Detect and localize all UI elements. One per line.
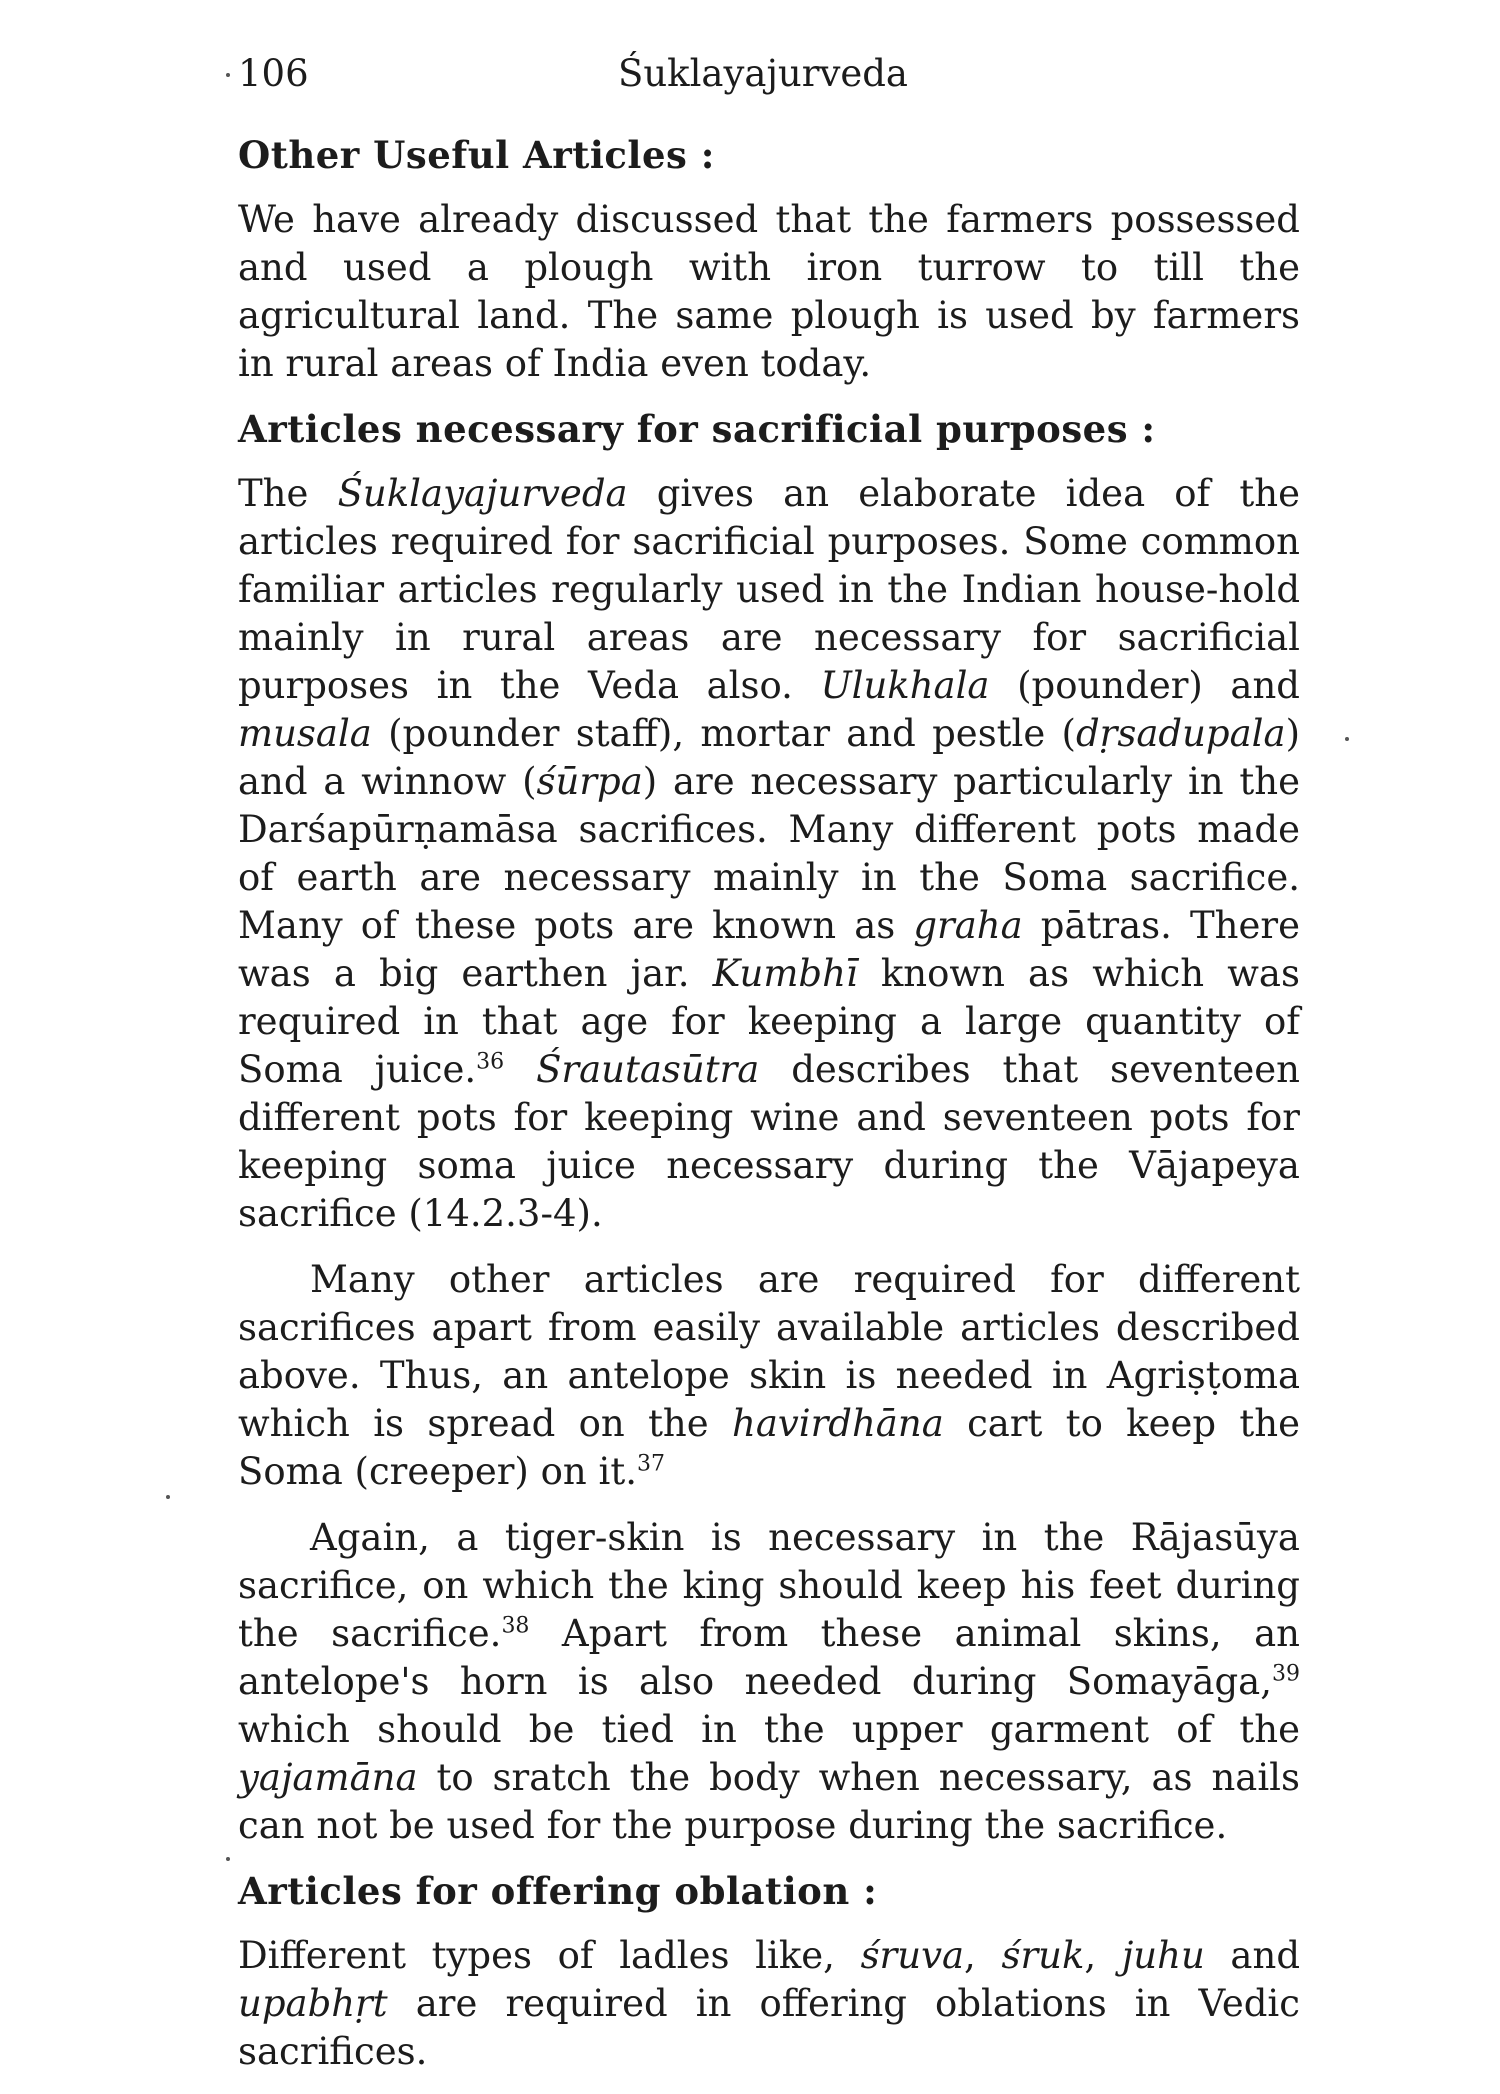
text-run: are required in offering oblations in Vedic sacrifices. [238, 1982, 1300, 2073]
text-run: Apart from these animal skins, an antelope's horn is also needed during Somayāga, [238, 1612, 1300, 1703]
text-run: Many other articles are required for different sacrifices apart from easily available articles described above. Thus, an antelope skin is needed in Agriṣṭoma which is spread on the [238, 1258, 1300, 1445]
footnote-ref-36: 36 [476, 1049, 505, 1075]
italic-term: śruva [860, 1934, 965, 1977]
paragraph-plough: We have already discussed that the farmers possessed and used a plough with iron turrow to till the agricultural land. The same plough is used by farmers in rural areas of India even today. [238, 198, 1300, 385]
text-run: ) are necessary particularly in the Darśapūrṇamāsa sacrifices. Many different pots made of earth are necessary mainly in the Soma sacrifice. Many of these pots are known as [238, 760, 1300, 947]
text-run: , [964, 1934, 1002, 1977]
italic-term: Śrautasūtra [536, 1048, 760, 1091]
italic-term: musala [238, 712, 372, 755]
heading-other-useful-articles: Other Useful Articles : [238, 133, 715, 177]
text-run: gives an elaborate idea of the articles required for sacrificial purposes. Some common familiar articles regularly used in the Indian house-hold mainly in rural areas are necessary for sacrificial purposes in the Veda also. [238, 472, 1301, 707]
italic-term: upabhṛt [238, 1982, 388, 2025]
text-run [504, 1048, 536, 1091]
italic-term: Śuklayajurveda [337, 472, 628, 515]
heading-offering-oblation: Articles for offering oblation : [238, 1869, 878, 1913]
italic-term: śūrpa [536, 760, 643, 803]
text-run: The [238, 472, 338, 515]
italic-term: yajamāna [238, 1756, 418, 1799]
italic-term: dṛsadupala [1075, 712, 1286, 755]
running-head [238, 52, 1298, 102]
text-run: (pounder staff), mortar and pestle ( [371, 712, 1076, 755]
paragraph-ladles [238, 1932, 1300, 2076]
book-title: Śuklayajurveda [618, 52, 908, 95]
text-run: pātras. There was a big earthen jar. [238, 904, 1300, 995]
footnote-ref-37: 37 [636, 1451, 665, 1477]
paragraph-tiger-skin [238, 1514, 1300, 1850]
page-number: 106 [238, 52, 309, 95]
scan-speck [166, 1495, 170, 1499]
italic-term: Kumbhī [712, 952, 858, 995]
footnote-ref-39: 39 [1272, 1661, 1300, 1687]
italic-term: Ulukhala [820, 664, 990, 707]
paragraph-sacrificial-articles [238, 470, 1300, 1238]
footnote-ref-38: 38 [501, 1613, 530, 1639]
text-run: to sratch the body when necessary, as nails can not be used for the purpose during the sacrifice. [238, 1756, 1300, 1847]
italic-term: juhu [1121, 1934, 1205, 1977]
text-run: , [1084, 1934, 1122, 1977]
text-run: Again, a tiger-skin is necessary in the Rājasūya sacrifice, on which the king should keep his feet during the sacrifice. [238, 1516, 1300, 1655]
text-run: (pounder) and [989, 664, 1300, 707]
italic-term: graha [913, 904, 1023, 947]
italic-term: havirdhāna [731, 1402, 944, 1445]
text-run: ) and a winnow ( [238, 712, 1300, 803]
scan-speck [226, 73, 230, 77]
text-run: and [1204, 1934, 1301, 1977]
text-run: which should be tied in the upper garment of the [238, 1708, 1300, 1751]
text-run: Different types of ladles like, [238, 1934, 861, 1977]
text-run: known as which was required in that age for keeping a large quantity of Soma juice. [238, 952, 1300, 1091]
text-run: cart to keep the Soma (creeper) on it. [238, 1402, 1300, 1493]
text-run: describes that seventeen different pots for keeping wine and seventeen pots for keeping soma juice necessary during the Vājapeya sacrifice (14.2.3-4). [238, 1048, 1301, 1235]
scan-speck [1345, 737, 1349, 741]
scan-speck [226, 1857, 230, 1861]
page-body [238, 132, 1300, 2094]
italic-term: śruk [1001, 1934, 1085, 1977]
heading-sacrificial-articles: Articles necessary for sacrificial purposes : [238, 407, 1156, 451]
paragraph-antelope-skin [238, 1256, 1300, 1496]
